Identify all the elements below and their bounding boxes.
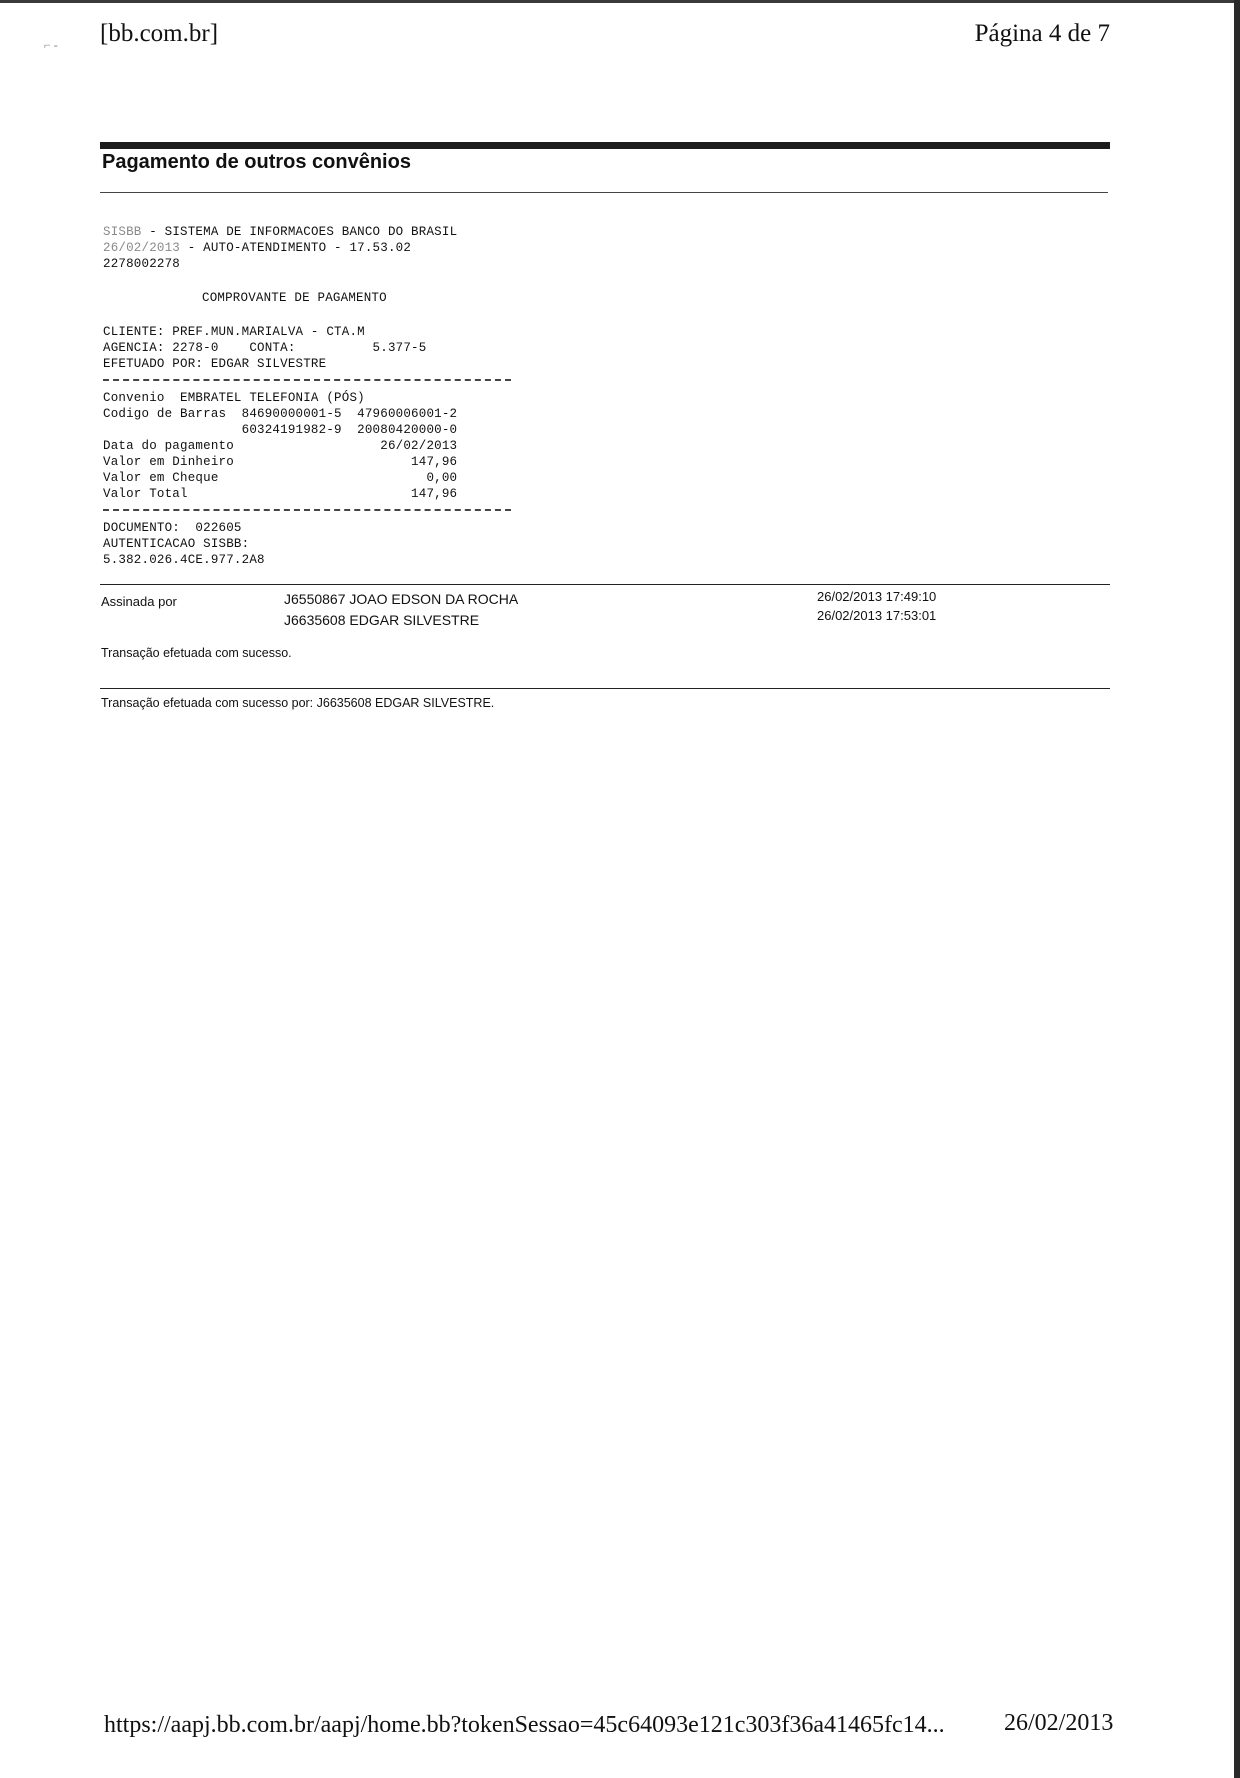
status-success: Transação efetuada com sucesso. xyxy=(101,646,292,660)
section-top-bar xyxy=(100,142,1110,149)
signature-label: Assinada por xyxy=(101,594,177,609)
header-site: [bb.com.br] xyxy=(100,20,219,47)
receipt-session-line xyxy=(103,240,411,256)
section-divider xyxy=(100,192,1108,193)
receipt-cliente: CLIENTE: PREF.MUN.MARIALVA - CTA.M xyxy=(103,325,365,339)
footer-date: 26/02/2013 xyxy=(1004,1710,1114,1736)
receipt-agencia: AGENCIA: 2278-0 CONTA: 5.377-5 xyxy=(103,341,427,355)
signature-datetime: 26/02/2013 17:49:10 xyxy=(817,589,937,604)
receipt-data-pagamento: Data do pagamento 26/02/2013 xyxy=(103,439,458,453)
receipt-valor-cheque: Valor em Cheque 0,00 xyxy=(103,471,458,485)
status-divider xyxy=(100,688,1110,689)
status-success-by: Transação efetuada com sucesso por: J6635608 EDGAR SILVESTRE. xyxy=(101,696,495,710)
receipt-autenticacao-code: 5.382.026.4CE.977.2A8 xyxy=(103,553,265,567)
header-page-number: Página 4 de 7 xyxy=(974,20,1110,47)
receipt-system-line xyxy=(103,224,457,240)
receipt-barcode-line-2: 60324191982-9 20080420000-0 xyxy=(103,423,458,437)
receipt-valor-total: Valor Total 147,96 xyxy=(103,487,458,501)
receipt-barcode-line-1: Codigo de Barras 84690000001-5 47960006001-2 xyxy=(103,407,458,421)
receipt-separator xyxy=(103,379,511,381)
scan-top-edge xyxy=(0,0,1240,3)
receipt-terminal: 2278002278 xyxy=(103,257,181,271)
scan-right-edge xyxy=(1234,0,1240,1778)
receipt-system-prefix: SISBB xyxy=(103,225,142,239)
receipt-session-info: - AUTO-ATENDIMENTO - 17.53.02 xyxy=(180,241,412,255)
scan-mark: ⌐ - xyxy=(44,38,58,52)
receipt-heading: COMPROVANTE DE PAGAMENTO xyxy=(202,291,387,305)
receipt-session-date: 26/02/2013 xyxy=(103,241,181,255)
receipt-separator xyxy=(103,509,511,511)
receipt-system-name: - SISTEMA DE INFORMACOES BANCO DO BRASIL xyxy=(141,225,458,239)
receipt-documento: DOCUMENTO: 022605 xyxy=(103,521,242,535)
signature-divider xyxy=(100,584,1110,585)
receipt-autenticacao-label: AUTENTICACAO SISBB: xyxy=(103,537,250,551)
signature-name: J6550867 JOAO EDSON DA ROCHA xyxy=(284,591,519,607)
signature-datetime: 26/02/2013 17:53:01 xyxy=(817,608,937,623)
signature-name: J6635608 EDGAR SILVESTRE xyxy=(284,612,480,628)
section-title: Pagamento de outros convênios xyxy=(102,151,411,173)
receipt-convenio: Convenio EMBRATEL TELEFONIA (PÓS) xyxy=(103,391,365,405)
footer-url: https://aapj.bb.com.br/aapj/home.bb?tokenSessao=45c64093e121c303f36a41465fc14... xyxy=(104,1712,945,1738)
receipt-valor-dinheiro: Valor em Dinheiro 147,96 xyxy=(103,455,458,469)
receipt-efetuado: EFETUADO POR: EDGAR SILVESTRE xyxy=(103,357,327,371)
